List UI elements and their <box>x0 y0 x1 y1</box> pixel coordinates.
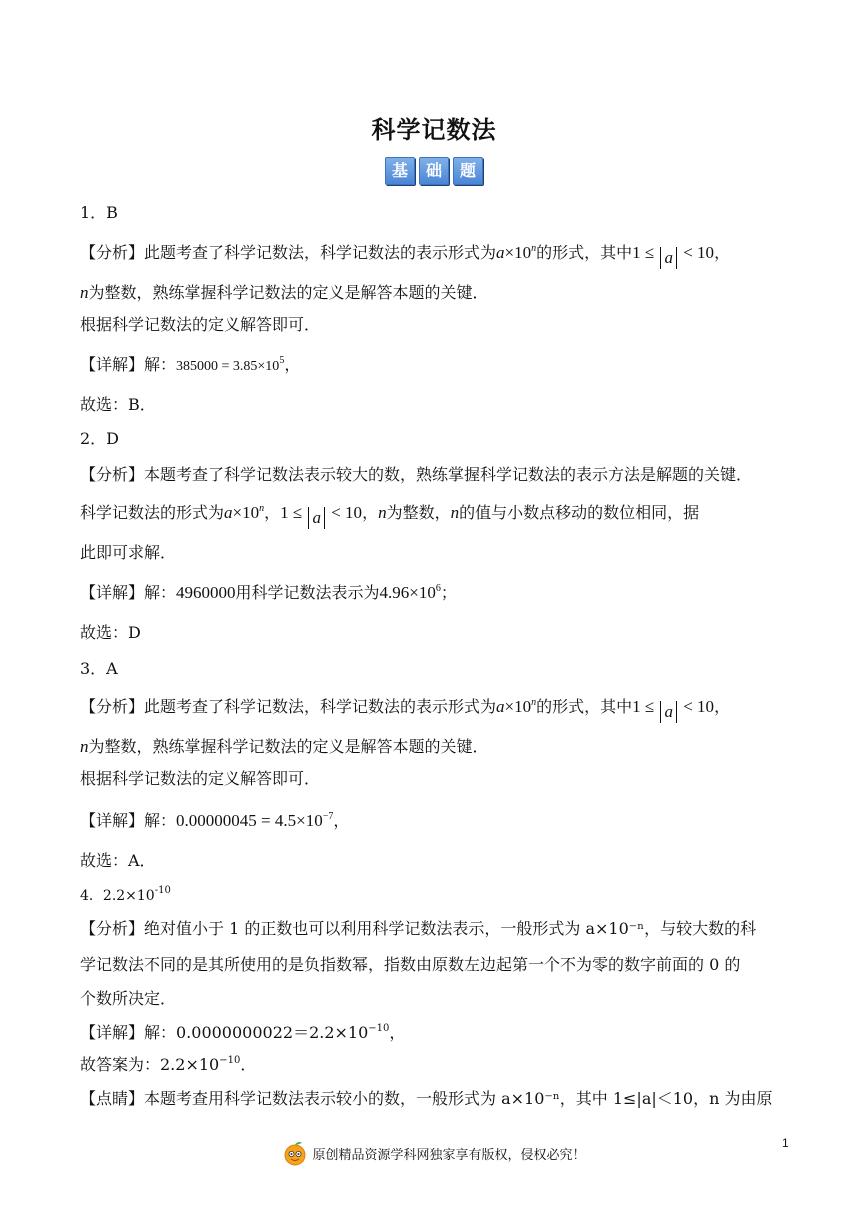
section-badge <box>0 157 868 185</box>
q3-detail-label: 【详解】解： <box>80 811 177 830</box>
q2-analysis-line1: 【分析】本题考查了科学记数法表示较大的数，熟练掌握科学记数法的表示方法是解题的关键． <box>80 465 753 484</box>
q3-detail: 【详解】解：$0.00000045 = 4.5\times 10^{-7}$， <box>80 811 350 830</box>
q3-analysis-rest: 为整数，熟练掌握科学记数法的定义是解答本题的关键． <box>88 737 489 756</box>
q3-detail-math: $0.00000045 = 4.5\times 10^{-7}$ <box>176 811 334 830</box>
q3-answer: 故选：A． <box>80 851 156 870</box>
q3-heading: 3．A <box>80 659 118 678</box>
q2-analysis-line3: 此即可求解． <box>80 543 177 562</box>
q1-detail-end: ， <box>284 355 301 374</box>
badge-char-1: 基 <box>385 157 415 185</box>
q2-detail-label: 【详解】解： <box>80 583 177 602</box>
q2-n-symbol-2: n <box>450 503 460 522</box>
q1-analysis-line1: 【分析】此题考查了科学记数法，科学记数法的表示形式为$a\times 10^n$的形式，其中1 ≤ a < 10， <box>80 243 731 267</box>
q1-analysis-rest: 为整数，熟练掌握科学记数法的定义是解答本题的关键． <box>88 283 489 302</box>
q3-analysis-line3: 根据科学记数法的定义解答即可． <box>80 769 321 788</box>
footer-text: 原创精品资源学科网独家享有版权，侵权必究！ <box>312 1147 586 1163</box>
q4-analysis-line2: 学记数法不同的是其所使用的是负指数幂，指数由原数左边起第一个不为零的数字前面的 0 的 <box>80 955 741 974</box>
q2-inequality: 1 ≤ a < 10 <box>280 503 363 527</box>
orange-logo-icon <box>282 1140 308 1166</box>
q2-answer: 故选：D <box>80 623 141 642</box>
q2-detail: 【详解】解：4960000用科学记数法表示为$4.96\times 10^6$； <box>80 583 457 602</box>
q4-answer: 故答案为：$2.2\times 10^{-10}$． <box>80 1055 257 1074</box>
q4-heading: 4．$2.2\times 10^{-10}$ <box>80 885 171 904</box>
q4-detail: 【详解】解：$0.0000000022=2.2\times 10^{-10}$， <box>80 1023 406 1042</box>
q1-analysis-line2 <box>80 282 792 304</box>
q1-detail-label: 【详解】解： <box>80 355 177 374</box>
q2-heading: 2．D <box>80 429 120 448</box>
q1-inequality: 1 ≤ a < 10 <box>632 243 715 267</box>
q2-n-symbol: n <box>378 503 387 522</box>
q1-analysis-mid: 的形式，其中 <box>536 243 633 262</box>
page-title: 科学记数法 <box>371 116 497 144</box>
page-footer <box>0 1140 868 1166</box>
q1-detail <box>80 354 792 378</box>
q1-analysis-text: 【分析】此题考查了科学记数法，科学记数法的表示形式为 <box>80 243 497 262</box>
q2-formula: $a\times 10^n$ <box>224 503 265 522</box>
q1-detail-math: $385000 = 3.85\times 10^5$ <box>176 355 285 374</box>
q1-heading: 1．B <box>80 203 118 222</box>
q3-analysis-text: 【分析】此题考查了科学记数法，科学记数法的表示形式为 <box>80 697 497 716</box>
q2-analysis-text: 科学记数法的形式为 <box>80 503 225 522</box>
q2-detail-number: 4960000 <box>176 583 236 602</box>
q2-analysis-line2: 科学记数法的形式为$a\times 10^n$，1 ≤ a < 10，n为整数，n的值与小数点移动的数位相同，据 <box>80 503 700 527</box>
q3-formula: $a\times 10^n$ <box>496 697 537 716</box>
q1-analysis-line3: 根据科学记数法的定义解答即可． <box>80 315 321 334</box>
badge-char-3: 题 <box>453 157 483 185</box>
q3-n-symbol: n <box>80 737 89 756</box>
q4-note: 【点睛】本题考查用科学记数法表示较小的数，一般形式为 a×10⁻ⁿ，其中 1≤|a|＜10，n 为由原 <box>80 1089 773 1108</box>
page-number: 1 <box>782 1136 789 1150</box>
q1-formula: $a\times 10^n$ <box>496 243 537 262</box>
q1-answer: 故选：B． <box>80 395 156 414</box>
q4-analysis-line1: 【分析】绝对值小于 1 的正数也可以利用科学记数法表示，一般形式为 a×10⁻ⁿ，与较大数的科 <box>80 919 757 938</box>
q4-analysis-line3: 个数所决定． <box>80 989 177 1008</box>
q3-analysis-line1: 【分析】此题考查了科学记数法，科学记数法的表示形式为$a\times 10^n$的形式，其中1 ≤ a < 10， <box>80 697 731 721</box>
q3-inequality: 1 ≤ a < 10 <box>632 697 715 721</box>
q3-analysis-line2 <box>80 736 792 758</box>
badge-char-2: 础 <box>419 157 449 185</box>
q2-detail-math: $4.96\times 10^6$ <box>379 583 441 602</box>
q1-n-symbol: n <box>80 283 89 302</box>
